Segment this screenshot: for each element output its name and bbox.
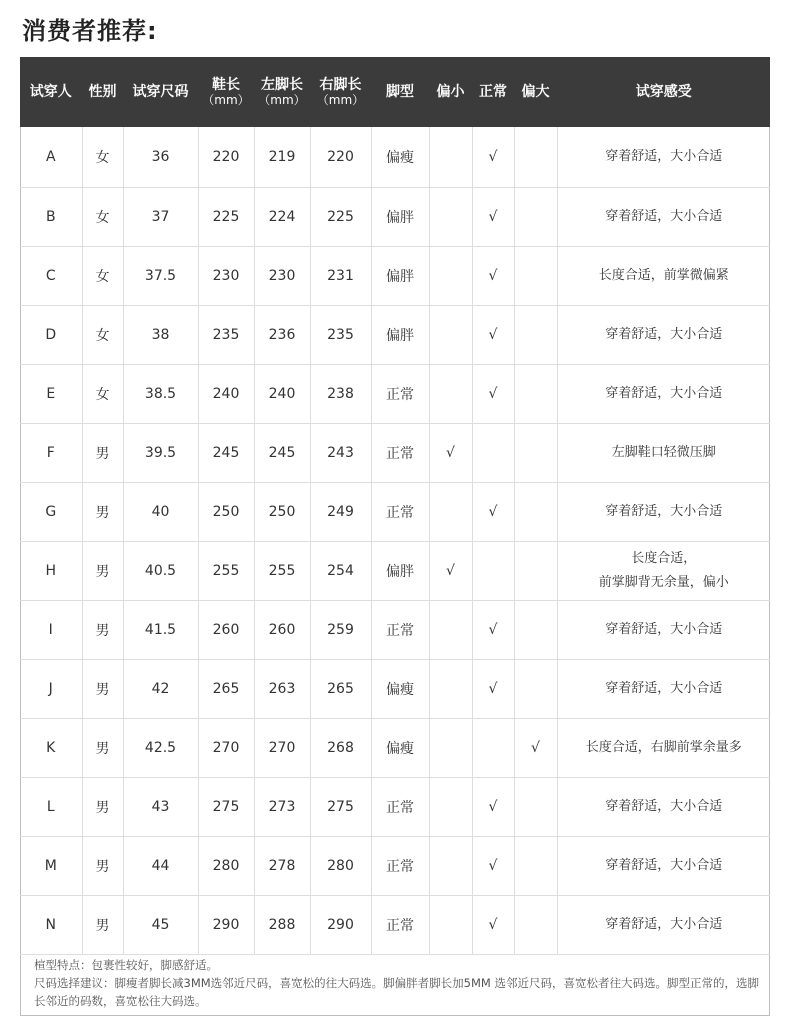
shoe-length-cell: 255 [198, 542, 254, 601]
foot-type-cell: 正常 [371, 365, 429, 424]
small-check-cell [429, 188, 472, 247]
right-foot-cell: 249 [310, 483, 371, 542]
header-label: 右脚长 [319, 76, 362, 93]
tester-cell: K [20, 719, 82, 778]
tester-cell: L [20, 778, 82, 837]
left-foot-cell: 240 [254, 365, 310, 424]
large-check-cell [514, 424, 557, 483]
header-unit: （mm） [202, 92, 250, 107]
shoe-length-cell: 270 [198, 719, 254, 778]
header-label: 脚型 [386, 84, 414, 100]
foot-type-cell: 正常 [371, 424, 429, 483]
feel-cell [557, 188, 770, 247]
col-tester-header [20, 57, 82, 127]
normal-check-cell: √ [472, 365, 514, 424]
feel-cell [557, 424, 770, 483]
size-cell: 42 [123, 660, 198, 719]
feel-cell [557, 365, 770, 424]
normal-check-cell: √ [472, 660, 514, 719]
foot-type-cell: 偏瘦 [371, 127, 429, 188]
col-gender-header [82, 57, 123, 127]
gender-cell: 女 [82, 365, 123, 424]
size-table [20, 57, 770, 955]
table-row [20, 542, 770, 601]
normal-check-cell [472, 424, 514, 483]
table-row [20, 896, 770, 955]
right-foot-cell: 254 [310, 542, 371, 601]
header-label: 鞋长 [212, 76, 240, 93]
table-row [20, 837, 770, 896]
table-row [20, 365, 770, 424]
foot-type-cell: 偏胖 [371, 247, 429, 306]
table-row [20, 247, 770, 306]
table-row [20, 483, 770, 542]
left-foot-cell: 273 [254, 778, 310, 837]
feel-cell [557, 719, 770, 778]
shoe-length-cell: 260 [198, 601, 254, 660]
right-foot-cell: 259 [310, 601, 371, 660]
col-shoe-length-header [198, 57, 254, 127]
shoe-length-cell: 235 [198, 306, 254, 365]
foot-type-cell: 偏瘦 [371, 719, 429, 778]
large-check-cell [514, 306, 557, 365]
feel-cell [557, 483, 770, 542]
right-foot-cell: 235 [310, 306, 371, 365]
normal-check-cell: √ [472, 247, 514, 306]
tester-cell: G [20, 483, 82, 542]
header-label: 试穿感受 [635, 84, 692, 100]
small-check-cell [429, 660, 472, 719]
foot-type-cell: 偏胖 [371, 188, 429, 247]
col-foot-type-header [371, 57, 429, 127]
left-foot-cell: 260 [254, 601, 310, 660]
shoe-length-cell: 220 [198, 127, 254, 188]
large-check-cell [514, 365, 557, 424]
table-row [20, 778, 770, 837]
gender-cell: 男 [82, 719, 123, 778]
normal-check-cell: √ [472, 601, 514, 660]
col-small-header [429, 57, 472, 127]
header-label: 正常 [479, 84, 507, 100]
tester-cell: B [20, 188, 82, 247]
left-foot-cell: 255 [254, 542, 310, 601]
feel-line: 穿着舒适，大小合适 [605, 209, 723, 224]
size-cell: 43 [123, 778, 198, 837]
feel-cell [557, 542, 770, 601]
size-cell: 44 [123, 837, 198, 896]
normal-check-cell: √ [472, 778, 514, 837]
shoe-length-cell: 230 [198, 247, 254, 306]
small-check-cell [429, 837, 472, 896]
header-label: 偏大 [521, 84, 550, 100]
small-check-cell [429, 247, 472, 306]
normal-check-cell: √ [472, 483, 514, 542]
shoe-length-cell: 250 [198, 483, 254, 542]
left-foot-cell: 278 [254, 837, 310, 896]
large-check-cell [514, 778, 557, 837]
table-row [20, 127, 770, 188]
feel-line: 长度合适，右脚前掌余量多 [585, 740, 742, 755]
small-check-cell [429, 365, 472, 424]
left-foot-cell: 288 [254, 896, 310, 955]
size-cell: 41.5 [123, 601, 198, 660]
foot-type-cell: 正常 [371, 778, 429, 837]
left-foot-cell: 224 [254, 188, 310, 247]
left-foot-cell: 263 [254, 660, 310, 719]
feel-cell [557, 778, 770, 837]
large-check-cell [514, 837, 557, 896]
notes [34, 956, 760, 1010]
normal-check-cell: √ [472, 188, 514, 247]
note-advice: 尺码选择建议：脚瘦者脚长减3MM选邻近尺码，喜宽松的往大码选。脚偏胖者脚长加5MM 选邻近尺码，喜宽松者往大码选。脚型正常的，选脚长邻近的码数，喜宽松往大码选。 [34, 976, 759, 1008]
large-check-cell [514, 127, 557, 188]
small-check-cell: √ [429, 424, 472, 483]
feel-cell [557, 306, 770, 365]
gender-cell: 男 [82, 660, 123, 719]
gender-cell: 女 [82, 127, 123, 188]
large-check-cell [514, 896, 557, 955]
shoe-length-cell: 275 [198, 778, 254, 837]
table-row [20, 424, 770, 483]
size-cell: 37 [123, 188, 198, 247]
normal-check-cell: √ [472, 127, 514, 188]
col-left-foot-header [254, 57, 310, 127]
feel-cell [557, 127, 770, 188]
small-check-cell [429, 601, 472, 660]
right-foot-cell: 275 [310, 778, 371, 837]
feel-line: 长度合适， [631, 551, 697, 566]
right-foot-cell: 220 [310, 127, 371, 188]
gender-cell: 男 [82, 837, 123, 896]
left-foot-cell: 236 [254, 306, 310, 365]
small-check-cell: √ [429, 542, 472, 601]
tester-cell: C [20, 247, 82, 306]
large-check-cell [514, 483, 557, 542]
feel-line: 穿着舒适，大小合适 [605, 858, 723, 873]
table-body [20, 127, 770, 955]
foot-type-cell: 偏胖 [371, 542, 429, 601]
feel-line: 穿着舒适，大小合适 [605, 504, 723, 519]
left-foot-cell: 245 [254, 424, 310, 483]
large-check-cell [514, 247, 557, 306]
gender-cell: 男 [82, 483, 123, 542]
normal-check-cell: √ [472, 306, 514, 365]
page-title: 消费者推荐: [22, 17, 158, 45]
small-check-cell [429, 306, 472, 365]
foot-type-cell: 偏瘦 [371, 660, 429, 719]
tester-cell: F [20, 424, 82, 483]
feel-cell [557, 837, 770, 896]
size-cell: 39.5 [123, 424, 198, 483]
table-row [20, 660, 770, 719]
foot-type-cell: 正常 [371, 837, 429, 896]
tester-cell: I [20, 601, 82, 660]
col-right-foot-header [310, 57, 371, 127]
left-foot-cell: 250 [254, 483, 310, 542]
feel-cell [557, 660, 770, 719]
header-label: 试穿人 [29, 84, 72, 100]
large-check-cell [514, 188, 557, 247]
large-check-cell: √ [514, 719, 557, 778]
right-foot-cell: 231 [310, 247, 371, 306]
small-check-cell [429, 483, 472, 542]
feel-line: 长度合适，前掌微偏紧 [598, 268, 729, 283]
tester-cell: A [20, 127, 82, 188]
size-cell: 37.5 [123, 247, 198, 306]
table-row [20, 601, 770, 660]
gender-cell: 男 [82, 896, 123, 955]
tester-cell: E [20, 365, 82, 424]
shoe-length-cell: 265 [198, 660, 254, 719]
left-foot-cell: 270 [254, 719, 310, 778]
size-cell: 40.5 [123, 542, 198, 601]
gender-cell: 女 [82, 306, 123, 365]
header-row [20, 57, 770, 127]
feel-cell [557, 601, 770, 660]
feel-line: 左脚鞋口轻微压脚 [611, 445, 716, 460]
shoe-length-cell: 290 [198, 896, 254, 955]
feel-line: 穿着舒适，大小合适 [605, 799, 723, 814]
header-label: 左脚长 [261, 76, 303, 93]
feel-cell [557, 896, 770, 955]
foot-type-cell: 正常 [371, 483, 429, 542]
shoe-length-cell: 225 [198, 188, 254, 247]
tester-cell: N [20, 896, 82, 955]
shoe-length-cell: 240 [198, 365, 254, 424]
small-check-cell [429, 127, 472, 188]
feel-line: 穿着舒适，大小合适 [605, 327, 723, 342]
feel-line: 穿着舒适，大小合适 [605, 622, 723, 637]
size-cell: 40 [123, 483, 198, 542]
right-foot-cell: 265 [310, 660, 371, 719]
tester-cell: H [20, 542, 82, 601]
size-cell: 45 [123, 896, 198, 955]
header-unit: （mm） [258, 92, 306, 107]
large-check-cell [514, 601, 557, 660]
header-label: 性别 [88, 84, 117, 100]
foot-type-cell: 偏胖 [371, 306, 429, 365]
col-feel-header [557, 57, 770, 127]
size-cell: 36 [123, 127, 198, 188]
small-check-cell [429, 778, 472, 837]
normal-check-cell: √ [472, 837, 514, 896]
normal-check-cell [472, 719, 514, 778]
gender-cell: 女 [82, 188, 123, 247]
header-unit: （mm） [316, 92, 365, 107]
large-check-cell [514, 542, 557, 601]
feel-line: 穿着舒适，大小合适 [605, 917, 723, 932]
gender-cell: 男 [82, 778, 123, 837]
col-normal-header [472, 57, 514, 127]
col-large-header [514, 57, 557, 127]
right-foot-cell: 225 [310, 188, 371, 247]
left-foot-cell: 230 [254, 247, 310, 306]
right-foot-cell: 238 [310, 365, 371, 424]
shoe-length-cell: 280 [198, 837, 254, 896]
size-cell: 38.5 [123, 365, 198, 424]
tester-cell: J [20, 660, 82, 719]
left-foot-cell: 219 [254, 127, 310, 188]
right-foot-cell: 268 [310, 719, 371, 778]
feel-line: 前掌脚背无余量，偏小 [598, 575, 729, 590]
col-size-header [123, 57, 198, 127]
normal-check-cell: √ [472, 896, 514, 955]
note-feature: 楦型特点：包裹性较好，脚感舒适。 [34, 958, 218, 972]
tester-cell: M [20, 837, 82, 896]
right-foot-cell: 290 [310, 896, 371, 955]
gender-cell: 男 [82, 601, 123, 660]
table-row [20, 188, 770, 247]
right-foot-cell: 243 [310, 424, 371, 483]
table-row [20, 719, 770, 778]
gender-cell: 男 [82, 424, 123, 483]
feel-line: 穿着舒适，大小合适 [605, 386, 723, 401]
gender-cell: 男 [82, 542, 123, 601]
gender-cell: 女 [82, 247, 123, 306]
feel-line: 穿着舒适，大小合适 [605, 681, 723, 696]
foot-type-cell: 正常 [371, 601, 429, 660]
small-check-cell [429, 896, 472, 955]
small-check-cell [429, 719, 472, 778]
large-check-cell [514, 660, 557, 719]
tester-cell: D [20, 306, 82, 365]
right-foot-cell: 280 [310, 837, 371, 896]
normal-check-cell [472, 542, 514, 601]
feel-cell [557, 247, 770, 306]
foot-type-cell: 正常 [371, 896, 429, 955]
table-row [20, 306, 770, 365]
header-label: 试穿尺码 [132, 84, 189, 100]
size-cell: 42.5 [123, 719, 198, 778]
header-label: 偏小 [436, 84, 465, 100]
size-cell: 38 [123, 306, 198, 365]
shoe-length-cell: 245 [198, 424, 254, 483]
feel-line: 穿着舒适，大小合适 [605, 149, 723, 164]
